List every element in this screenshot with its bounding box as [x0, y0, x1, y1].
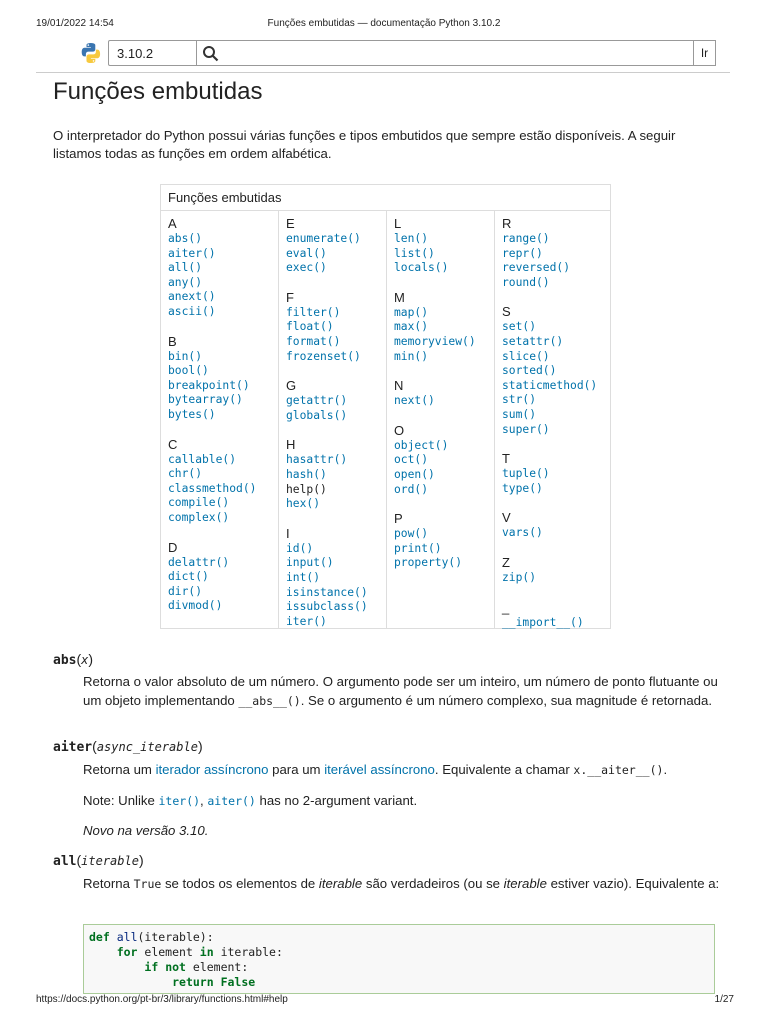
function-link[interactable]: locals(): [394, 261, 449, 275]
abs-entry: [53, 650, 723, 710]
header-divider: [36, 72, 730, 73]
all-signature: all(iterable): [53, 852, 144, 869]
letter-group: [502, 554, 612, 586]
function-link[interactable]: complex(): [168, 510, 230, 524]
function-link[interactable]: float(): [286, 320, 334, 334]
letter-group: [394, 510, 494, 571]
python-logo-icon[interactable]: [80, 42, 102, 64]
letter-group: [286, 525, 386, 630]
group-letter: R: [502, 216, 512, 231]
letter-group: [394, 377, 494, 409]
group-letter: N: [394, 378, 404, 394]
function-link[interactable]: input(): [286, 556, 334, 570]
async-iterable-link[interactable]: iterável assíncrono: [324, 762, 435, 777]
function-link[interactable]: setattr(): [502, 334, 564, 348]
function-link[interactable]: anext(): [168, 290, 216, 304]
function-link[interactable]: help(): [286, 482, 327, 496]
letter-group: [168, 436, 278, 526]
function-link[interactable]: getattr(): [286, 394, 348, 408]
function-link[interactable]: staticmethod(): [502, 378, 598, 392]
function-link[interactable]: str(): [502, 393, 537, 407]
function-link[interactable]: max(): [394, 320, 429, 334]
function-link[interactable]: list(): [394, 246, 435, 260]
function-link[interactable]: type(): [502, 481, 543, 495]
function-link[interactable]: hex(): [286, 497, 321, 511]
function-link[interactable]: next(): [394, 394, 435, 408]
print-url: https://docs.python.org/pt-br/3/library/functions.html#help: [36, 994, 288, 1005]
letter-group: [286, 436, 386, 511]
table-column: [161, 211, 278, 628]
function-link[interactable]: isinstance(): [286, 585, 368, 599]
letter-group: [502, 303, 612, 437]
function-link[interactable]: frozenset(): [286, 349, 361, 363]
function-link[interactable]: tuple(): [502, 467, 550, 481]
letter-group: [286, 289, 386, 364]
aiter-link[interactable]: aiter(): [207, 793, 256, 808]
function-link[interactable]: classmethod(): [168, 481, 257, 495]
letter-group: [502, 599, 612, 631]
version-note: Novo na versão 3.10.: [83, 823, 209, 838]
search-input[interactable]: [196, 40, 694, 66]
function-link[interactable]: sorted(): [502, 364, 557, 378]
function-link[interactable]: bytes(): [168, 407, 216, 421]
function-link[interactable]: vars(): [502, 526, 543, 540]
group-letter: F: [286, 289, 294, 305]
letter-group: [286, 215, 386, 276]
function-link[interactable]: divmod(): [168, 599, 223, 613]
table-column: [494, 211, 612, 628]
aiter-description: Retorna um iterador assíncrono para um iterável assíncrono. Equivalente a chamar x.__aiter__().: [83, 762, 668, 777]
function-link[interactable]: sum(): [502, 407, 537, 421]
function-link[interactable]: property(): [394, 556, 463, 570]
group-letter: T: [502, 451, 510, 467]
abs-signature: abs(x): [53, 651, 94, 668]
async-iterator-link[interactable]: iterador assíncrono: [155, 762, 269, 777]
function-link[interactable]: pow(): [394, 527, 429, 541]
group-letter: O: [394, 422, 405, 438]
abs-description: Retorna o valor absoluto de um número. O argumento pode ser um inteiro, um número de ponto flutuante ou um objeto implementando __abs__(). Se o argumento é um número complexo, sua magnitude é retornada.: [83, 674, 718, 708]
group-letter: E: [286, 216, 295, 231]
function-name: aiter: [53, 740, 93, 755]
function-link[interactable]: range(): [502, 232, 550, 245]
function-link[interactable]: dict(): [168, 570, 209, 584]
top-bar: [36, 40, 730, 68]
function-link[interactable]: object(): [394, 438, 449, 452]
function-link[interactable]: hasattr(): [286, 453, 348, 467]
function-link[interactable]: eval(): [286, 246, 327, 260]
group-letter: P: [394, 511, 403, 527]
print-page-number: 1/27: [714, 994, 734, 1005]
function-link[interactable]: chr(): [168, 467, 203, 481]
search-go-button[interactable]: Ir: [694, 40, 716, 66]
aiter-entry: [53, 737, 723, 841]
function-link[interactable]: bin(): [168, 349, 203, 363]
function-link[interactable]: memoryview(): [394, 334, 476, 348]
function-link[interactable]: aiter(): [168, 246, 216, 260]
print-header: [0, 0, 768, 28]
function-name: abs: [53, 653, 77, 668]
print-date: 19/01/2022 14:54: [36, 18, 114, 29]
function-link[interactable]: all(): [168, 261, 203, 275]
group-letter: B: [168, 333, 177, 349]
group-letter: Z: [502, 554, 510, 570]
letter-group: [286, 377, 386, 423]
letter-group: [394, 215, 494, 276]
function-link[interactable]: issubclass(): [286, 600, 368, 614]
group-letter: L: [394, 216, 402, 231]
param: iterable: [81, 854, 139, 868]
function-link[interactable]: exec(): [286, 261, 327, 275]
function-link[interactable]: filter(): [286, 305, 341, 319]
function-link[interactable]: hash(): [286, 467, 327, 481]
function-link[interactable]: int(): [286, 570, 321, 584]
print-title: Funções embutidas — documentação Python 3.10.2: [267, 18, 501, 29]
table-column: [386, 211, 494, 628]
function-link[interactable]: len(): [394, 232, 429, 245]
function-link[interactable]: reversed(): [502, 261, 571, 275]
aiter-signature: aiter(async_iterable): [53, 738, 203, 755]
function-link[interactable]: map(): [394, 305, 429, 319]
letter-group: [168, 215, 278, 320]
function-link[interactable]: bool(): [168, 364, 209, 378]
function-link[interactable]: format(): [286, 334, 341, 348]
function-link[interactable]: zip(): [502, 570, 537, 584]
group-letter: I: [286, 525, 290, 541]
page-title: Funções embutidas: [53, 78, 263, 105]
function-link[interactable]: dir(): [168, 584, 203, 598]
letter-group: [394, 422, 494, 497]
group-letter: C: [168, 436, 178, 452]
group-letter: _: [502, 599, 510, 615]
group-letter: A: [168, 216, 177, 231]
letter-group: [168, 333, 278, 423]
function-link[interactable]: oct(): [394, 453, 429, 467]
function-link[interactable]: set(): [502, 320, 537, 334]
search-icon: [202, 45, 220, 63]
function-link[interactable]: any(): [168, 275, 203, 289]
table-column: [278, 211, 386, 628]
all-entry: [53, 851, 723, 894]
letter-group: [502, 509, 612, 541]
all-description: Retorna True se todos os elementos de iterable são verdadeiros (ou se iterable estiver vazio). Equivalente a:: [83, 876, 720, 891]
function-name: all: [53, 854, 77, 869]
code-block: [83, 924, 715, 994]
function-link[interactable]: round(): [502, 275, 550, 289]
function-link[interactable]: abs(): [168, 232, 203, 245]
function-link[interactable]: compile(): [168, 496, 230, 510]
function-link[interactable]: globals(): [286, 408, 348, 422]
function-link[interactable]: min(): [394, 349, 429, 363]
function-link[interactable]: __import__(): [502, 615, 584, 629]
function-link[interactable]: delattr(): [168, 555, 230, 569]
code-text: def all(iterable): for element in iterable: if not element: return False: [89, 930, 283, 989]
function-link[interactable]: slice(): [502, 349, 550, 363]
group-letter: V: [502, 510, 511, 526]
param: x: [81, 653, 89, 667]
letter-group: [502, 215, 612, 290]
param: async_iterable: [96, 740, 198, 754]
group-letter: S: [502, 304, 511, 320]
function-link[interactable]: ascii(): [168, 304, 216, 318]
function-link[interactable]: repr(): [502, 246, 543, 260]
letter-group: [394, 289, 494, 364]
version-select[interactable]: 3.10.2: [108, 40, 218, 66]
intro-text: O interpretador do Python possui várias funções e tipos embutidos que sempre estão disponíveis. A seguir listamos todas as funções em ordem alfabética.: [53, 128, 676, 161]
function-link[interactable]: super(): [502, 422, 550, 436]
group-letter: D: [168, 539, 178, 555]
group-letter: H: [286, 437, 296, 453]
function-link[interactable]: iter(): [286, 614, 327, 628]
function-link[interactable]: id(): [286, 541, 314, 555]
letter-group: [168, 539, 278, 614]
iter-link[interactable]: iter(): [158, 793, 201, 808]
function-link[interactable]: enumerate(): [286, 232, 361, 245]
function-link[interactable]: bytearray(): [168, 393, 243, 407]
function-link[interactable]: open(): [394, 467, 435, 481]
letter-group: [502, 450, 612, 496]
function-link[interactable]: breakpoint(): [168, 378, 250, 392]
functions-table: [160, 184, 611, 629]
group-letter: M: [394, 289, 405, 305]
function-link[interactable]: ord(): [394, 482, 429, 496]
table-caption: Funções embutidas: [161, 185, 610, 211]
group-letter: G: [286, 378, 297, 394]
function-link[interactable]: callable(): [168, 452, 237, 466]
function-link[interactable]: print(): [394, 541, 442, 555]
aiter-note: Note: Unlike iter(), aiter() has no 2-argument variant.: [83, 792, 418, 808]
